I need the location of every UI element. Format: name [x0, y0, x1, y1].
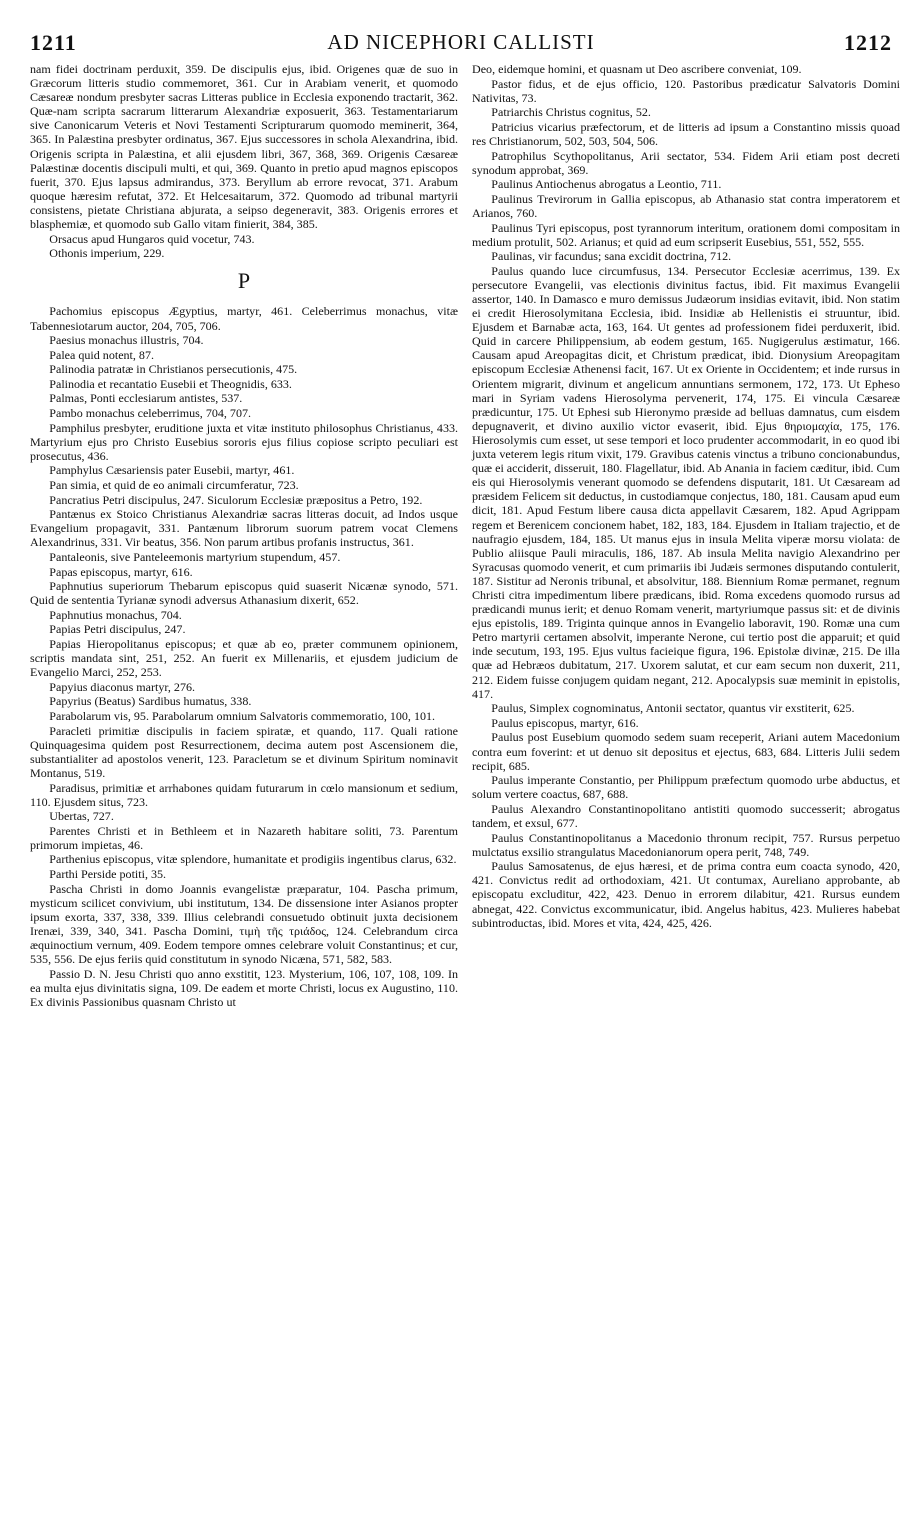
index-entry: Pan simia, et quid de eo animali circumferatur, 723.	[49, 478, 299, 493]
index-entry: Papyrius (Beatus) Sardibus humatus, 338.	[49, 694, 252, 709]
index-entry: Paulus quando luce circumfusus, 134. Persecutor Ecclesiæ acerrimus, 139. Ex persecutore Evangelii, vas electionis divinitus factus, ibid. Fit maximus Evangelii assertor, 140. In Damasco e muro demissus Judæorum insidias evitavit, ibid. Non statim ei credit Hierosolymitana Ecclesia, ibid. Insidiæ ab Hellenistis ei struuntur, ibid. Ejusdem et Barnabæ acta, 163, 164. Ut gentes ad professionem fidei perduxerit, ibid. Quid in carcere Philippensium, ab eodem gestum, 165. Nugigerulus æstimatur, 166. Causam apud Areopagitas dicit, et Christum prædicat, ibid. Dionysium Areopagitam episcopum Ecclesiæ Athenensi facit, 167. Ut ex Oriente in Occidentem; et inde rursus in Orientem migrarit, divinum et angelicum annuntians sermonem, 172, 173. Ut Epheso mari in Syriam vadens Hierosolyma pervenerit, 174, 175. Ei vincula Cæsareæ prædicuntur, 175. Ut Ephesi sub Hieronymo præside ad belluas damnatus, cum eisdem depugnaverit, et divino auxilio victor evaserit, ibid. Ejus θηριομαχία, 175, 176. Hierosolymis cum esset, ut sese tempori et loco prudenter accommodarit, in eo quod ibi juxta veterem legis ritum vixit, 179. Gravibus catenis vinctus a tribuno concionabundus, quæ ei acciderit, disseruit, 180. Flagellatur, ibid. Ab Anania in faciem cæditur, ibid. Cum eis qui Hierosolymis venerant quomodo se defendens disputarit, 181. Ut Cæsaream ad præsidem Felicem sit deductus, in custodiamque conjectus, 180, 181. Causam apud eum dicit, 181. Apud Festum libere causa dicta appellavit Cæsarem, 182. Apud Agrippam regem et Berenicem concionem habet, 182, 183, 184. Ejusdem in Italiam trajectio, et de naufragio ejusdem, 184, 185. Ut manus ejus in insula Melita viperæ morsu violata: de Publio aliisque Pauli miraculis, 186, 187. Ab insula Melita navigio Alexandrino per Syracusas quomodo venerit, et cum primariis ibi Judæis sermones disputando contulerit, 187. Sistitur ad Neronis tribunal, et absolvitur, 188. Biennium Romæ permanet, regnum Christi citra impedimentum libere prædicans, ibid. Roma excedens quomodo rursus ad prædicandi munus ierit; et denuo Romam venerit, martyriumque passus sit: et de divinis ejus epistolis, 189. Triginta quinque annos in Evangelio laboravit, 190. Romæ una cum Petro martyrii certamen absolvit, imperante Nerone, cui tertio post die apparuit; et quid inde secutum, 193, 195. Ejus vultus facieique figura, 196. Epistolæ divinæ, 215. De illa quæ ad Hebræos dubitatum, 217. Uxorem salutat, et cur eam secum non duxerit, 211, 212. Eidem fuisse conjugem quidam negant, 212. Apocalypsis suæ meminit in epistolis, 417.	[472, 263, 900, 701]
index-entry: Paulinus Trevirorum in Gallia episcopus, ab Athanasio stat contra imperatorem et Arianos, 760.	[472, 191, 900, 220]
index-entry: Pascha Christi in domo Joannis evangelistæ præparatur, 104. Pascha primum, mysticum scilicet convivium, ubi institutum, 134. De dissensione inter Asianos propter ipsum exorta, 337, 338, 339. Illius celebrandi consuetudo obtinuit juxta decisionem Irenæi, 339, 340, 341. Pascha Domini, τιμὴ τῆς τριάδος, 124. Celebrandum circa æquinoctium vernum, 409. Eodem tempore omnes celebrare voluit Constantinus; et cur, 535, 556. De ejus feriis quid constitutum in synodo Nicæna, 571, 582, 583.	[30, 881, 458, 967]
index-entry: Papas episcopus, martyr, 616.	[49, 564, 193, 579]
index-entry: Paulus episcopus, martyr, 616.	[491, 715, 639, 730]
index-entry: Paulus Constantinopolitanus a Macedonio thronum recipit, 757. Rursus perpetuo mulctatus exsilio strangulatus Macedonianorum opera perit, 748, 749.	[472, 830, 900, 859]
page-number-right: 1212	[844, 30, 892, 55]
index-entry: Passio D. N. Jesu Christi quo anno exstitit, 123. Mysterium, 106, 107, 108, 109. In ea multa ejus divinitatis signa, 109. De eadem et morte Christi, locus ex Augustino, 110. Ex divinis Passionibus quasnam Christo ut	[30, 966, 458, 1009]
index-entry: Paphnutius monachus, 704.	[49, 607, 182, 622]
index-entry: Parentes Christi et in Bethleem et in Nazareth habitare soliti, 73. Parentum primorum impietas, 46.	[30, 823, 458, 852]
index-entry: Papias Hieropolitanus episcopus; et quæ ab eo, præter communem opinionem, scriptis mandata sint, 251, 252. An fuerit ex Millenariis, et ejusdem judicium de Evangelio Marci, 252, 253.	[30, 637, 458, 680]
index-entry: Paulinas, vir facundus; sana excidit doctrina, 712.	[491, 249, 732, 264]
index-entry: Pachomius episcopus Ægyptius, martyr, 461. Celeberrimus monachus, vitæ Tabennesiotarum auctor, 204, 705, 706.	[30, 304, 458, 333]
index-entry: Parthi Perside potiti, 35.	[49, 867, 167, 882]
page-number-left: 1211	[30, 30, 77, 55]
index-entry: Patricius vicarius præfectorum, et de litteris ad ipsum a Constantino missis quoad res Christianorum, 502, 503, 504, 506.	[472, 119, 900, 148]
index-entry: Paradisus, primitiæ et arrhabones quidam futurarum in cœlo mansionum et sedium, 110. Ejusdem situs, 723.	[30, 780, 458, 809]
right-column	[472, 62, 900, 930]
index-entry: Palmas, Ponti ecclesiarum antistes, 537.	[49, 391, 243, 406]
index-entry: Paulinus Tyri episcopus, post tyrannorum interitum, orationem domi compositam in medium protulit, 502. Arianus; et quid ad eum scripserit Eusebius, 551, 552, 555.	[472, 220, 900, 249]
index-entry: Parabolarum vis, 95. Parabolarum omnium Salvatoris commemoratio, 100, 101.	[49, 709, 436, 724]
left-entries-before	[30, 62, 458, 260]
index-entry: nam fidei doctrinam perduxit, 359. De discipulis ejus, ibid. Origenes quæ de suo in Græcorum litteris studio commemoret, 361. Cur in Arabiam venerit, et quomodo Cæsareæ nondum presbyter sacras Litteras publice in Ecclesia exponendo tractarit, 362. Quæ-nam scripta sacrarum litterarum Alexandriæ exposuerit, 363. Testamentariarum sive Canonicarum Veteris et Novi Testamenti Scripturarum quomodo meminerit, 364, 365. In Palæstina presbyter ordinatus, 367. Ejus successores in schola Alexandrina, ibid. Origenis scripta in Palæstina, et alii ejusdem libri, 367, 368, 369. Origenis Cæsareæ Palæstinæ docentis discipuli multi, et qui, 369. Quanto in pretio apud magnos episcopos fuerit, 370. Ejus lapsus admirandus, 373. Beryllum ab errore revocat, 371. Arabum quoque hæresim refutat, 372. Et Helcesaitarum, 372. Quomodo ad tribunal martyrii consistens, pietate Christiana abjurata, a seipso degeneravit, 383. Origenis errores et blasphemiæ, et quomodo sub Gallo vitam finierit, 384, 385.	[30, 62, 458, 232]
index-entry: Pantænus ex Stoico Christianus Alexandriæ sacras litteras docuit, ad Indos usque Evangelium propagavit, 331. Pantænum librorum suorum patrem vocat Clemens Alexandrinus, 331. Vir beatus, 356. Non parum artibus profanis instructus, 361.	[30, 507, 458, 550]
index-entry: Palea quid notent, 87.	[49, 347, 154, 362]
index-entry: Paulus Alexandro Constantinopolitano antistiti quomodo successerit; abrogatus tandem, et exsul, 677.	[472, 801, 900, 830]
index-entry: Paulus imperante Constantio, per Philippum præfectum quomodo urbe abductus, et solum vertere coactus, 687, 688.	[472, 773, 900, 802]
index-entry: Pantaleonis, sive Panteleemonis martyrium stupendum, 457.	[49, 550, 341, 564]
index-entry: Palinodia et recantatio Eusebii et Theognidis, 633.	[49, 376, 292, 391]
index-entry: Pamphilus presbyter, eruditione juxta et vitæ instituto philosophus Christianus, 433. Martyrium ejus pro Christo Eusebius sororis ejus filius copiose scripto peculiari est prosecutus, 436.	[30, 420, 458, 463]
right-entries	[472, 62, 900, 930]
index-entry: Papyius diaconus martyr, 276.	[49, 679, 195, 694]
index-entry: Othonis imperium, 229.	[49, 246, 165, 261]
index-entry: Deo, eidemque homini, et quasnam ut Deo ascribere conveniat, 109.	[472, 62, 802, 76]
index-entry: Patrophilus Scythopolitanus, Arii sectator, 534. Fidem Arii etiam post decreti synodum approbat, 369.	[472, 148, 900, 177]
index-entry: Papias Petri discipulus, 247.	[49, 622, 186, 637]
index-entry: Orsacus apud Hungaros quid vocetur, 743.	[49, 231, 255, 246]
index-entry: Parthenius episcopus, vitæ splendore, humanitate et prodigiis ingentibus clarus, 632.	[49, 852, 457, 867]
index-entry: Pamphylus Cæsariensis pater Eusebii, martyr, 461.	[49, 463, 295, 478]
index-entry: Paracleti primitiæ discipulis in faciem spiratæ, et quando, 117. Quali ratione Quinquagesima quidem post Resurrectionem, decima autem post Ascensionem die, substantialiter ad apostolos venerit, 123. Paracletum se et divinum Spiritum nominavit Montanus, 519.	[30, 723, 458, 780]
running-title: AD NICEPHORI CALLISTI	[327, 30, 595, 54]
index-entry: Paulinus Antiochenus abrogatus a Leontio, 711.	[491, 177, 722, 192]
index-entry: Paphnutius superiorum Thebarum episcopus quid suaserit Nicænæ synodo, 571. Quid de sententia Tyrianæ synodi adversus Athanasium dixerit, 652.	[30, 579, 458, 608]
page-header	[30, 30, 892, 60]
index-entry: Ubertas, 727.	[49, 809, 114, 824]
left-column	[30, 62, 458, 1010]
index-entry: Paesius monachus illustris, 704.	[49, 333, 204, 348]
index-entry: Paulus, Simplex cognominatus, Antonii sectator, quantus vir exstiterit, 625.	[491, 701, 855, 716]
index-entry: Palinodia patratæ in Christianos persecutionis, 475.	[49, 362, 298, 377]
index-entry: Patriarchis Christus cognitus, 52.	[491, 105, 651, 120]
index-entry: Pancratius Petri discipulus, 247. Siculorum Ecclesiæ præpositus a Petro, 192.	[49, 492, 423, 507]
section-letter: P	[237, 268, 251, 294]
index-entry: Paulus Samosatenus, de ejus hæresi, et de prima contra eum coacta synodo, 420, 421. Convictus redit ad orthodoxiam, 421. Ut contumax, Aurelianο approbante, ab episcopatu excluditur, 422, 423. Denuo in errorem dilabitur, 421. Rursus eundem abnegat, 422. Convictus excommunicatur, ibid. Angelus habitus, 423. Mulieres habebat subintroductas, ibid. Mores et vita, 424, 425, 426.	[472, 859, 900, 930]
index-entry: Paulus post Eusebium quomodo sedem suam receperit, Ariani autem Macedonium contra eum foverint: et ut denuo sit depositus et ejectus, 683, 684. Litteris Julii sedem recipit, 685.	[472, 730, 900, 773]
index-entry: Pambo monachus celeberrimus, 704, 707.	[49, 406, 252, 421]
left-entries-after	[30, 304, 458, 1009]
index-entry: Pastor fidus, et de ejus officio, 120. Pastoribus prædicatur Salvatoris Domini Nativitas, 73.	[472, 76, 900, 105]
